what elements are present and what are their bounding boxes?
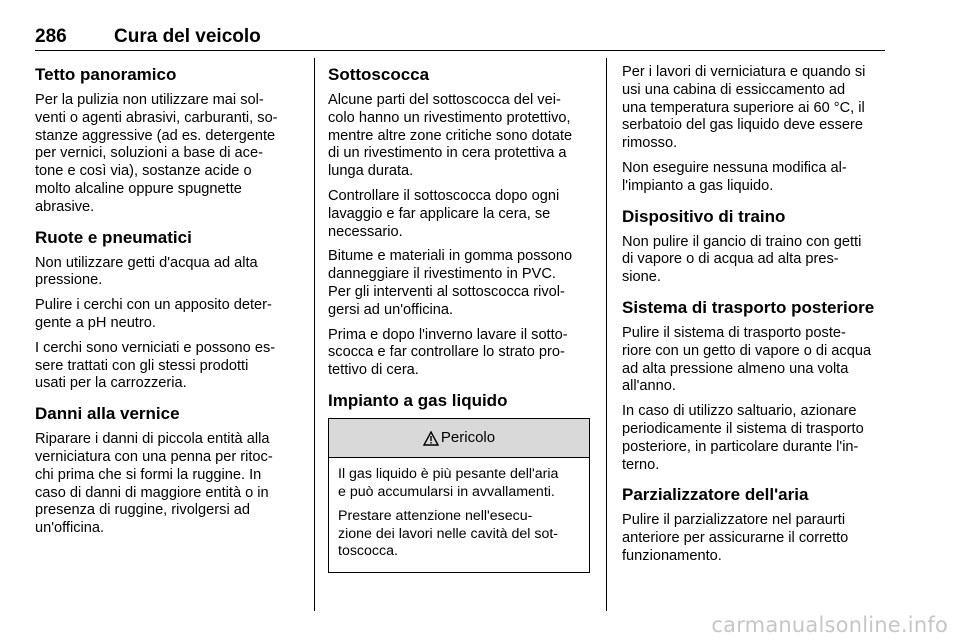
section-heading: Impianto a gas liquido [328,390,508,410]
section-heading: Parzializzatore dell'aria [622,485,809,505]
section-heading: Ruote e pneumatici [35,227,192,247]
paragraph: Per i lavori di verniciatura e quando si usi una cabina di essiccamento ad una temperatura superiore ai 60 °C, il serbatoio del gas liquido deve essere rimosso. [622,64,866,152]
section-gas-continued [622,64,886,196]
column-divider-2 [606,58,607,611]
paragraph: Alcune parti del sottoscocca del vei- colo hanno un rivestimento protettivo, mentre altre zone critiche sono dotate di un rivestimento in cera protettiva a lunga durata. [328,92,573,180]
section-heading: Sistema di trasporto posteriore [622,297,875,317]
paragraph: Bitume e materiali in gomma possono danneggiare il rivestimento in PVC. Per gli interventi al sottoscocca rivol- gersi ad un'officina. [328,248,573,318]
page-number: 286 [35,26,67,47]
section-heading: Danni alla vernice [35,404,180,424]
section-impianto-gas [328,390,590,573]
paragraph: Prestare attenzione nell'esecu- zione dei lavori nelle cavità del sot- toscocca. [338,508,559,560]
paragraph: Prima e dopo l'inverno lavare il sotto- scocca e far controllare lo strato pro- tettivo di cera. [328,326,568,379]
warning-box [328,418,590,573]
warning-body [329,458,589,572]
paragraph: I cerchi sono verniciati e possono es- sere trattati con gli stessi prodotti usati per la carrozzeria. [35,339,276,392]
section-sistema-trasporto [622,297,886,474]
section-tetto-panoramico [35,64,301,217]
paragraph: Pulire i cerchi con un apposito deter- gente a pH neutro. [35,297,272,331]
paragraph: Per la pulizia non utilizzare mai sol- venti o agenti abrasivi, carburanti, so- stanze aggressive (ad es. detergente per vernici, soluzioni a base di ace- tone e così via), sostanze acide o molto alcaline oppure spugnette abrasive. [35,92,278,215]
section-dispositivo-traino [622,206,886,287]
paragraph: Pulire il parzializzatore nel paraurti anteriore per assicurarne il corretto funzionamento. [622,512,849,564]
column-right [622,64,886,576]
paragraph: Riparare i danni di piccola entità alla verniciatura con una penna per ritoc- chi prima che si formi la ruggine. In caso di danni di maggiore entità o in presenza di ruggine, rivolgersi ad un'officina. [35,431,273,537]
paragraph: Pulire il sistema di trasporto poste- riore con un getto di vapore o di acqua ad alta pressione almeno una volta all'anno. [622,324,872,395]
page-header [35,26,885,51]
section-danni-vernice [35,403,301,538]
section-parzializzatore [622,484,886,565]
paragraph: Non eseguire nessuna modifica al- l'impianto a gas liquido. [622,159,847,194]
column-left [35,64,301,548]
running-title: Cura del veicolo [114,26,261,47]
warning-label: Pericolo [440,429,496,447]
column-divider-1 [314,58,315,611]
paragraph: Controllare il sottoscocca dopo ogni lavaggio e far applicare la cera, se necessario. [328,187,560,240]
paragraph: In caso di utilizzo saltuario, azionare periodicamente il sistema di trasporto posteriore, in particolare durante l'in- terno. [622,403,864,473]
section-ruote-pneumatici [35,227,301,394]
warning-header [329,419,589,458]
watermark: carmanualsonline.info [711,613,948,637]
paragraph: Non pulire il gancio di traino con getti di vapore o di acqua ad alta pres- sione. [622,233,862,286]
paragraph: Il gas liquido è più pesante dell'aria e può accumularsi in avvallamenti. [338,465,559,500]
section-heading: Dispositivo di traino [622,206,786,226]
section-sottoscocca [328,64,590,380]
section-heading: Tetto panoramico [35,65,177,84]
paragraph: Non utilizzare getti d'acqua ad alta pressione. [35,254,258,289]
section-heading: Sottoscocca [328,65,430,84]
warning-triangle-icon [423,431,439,446]
column-middle [328,64,590,583]
